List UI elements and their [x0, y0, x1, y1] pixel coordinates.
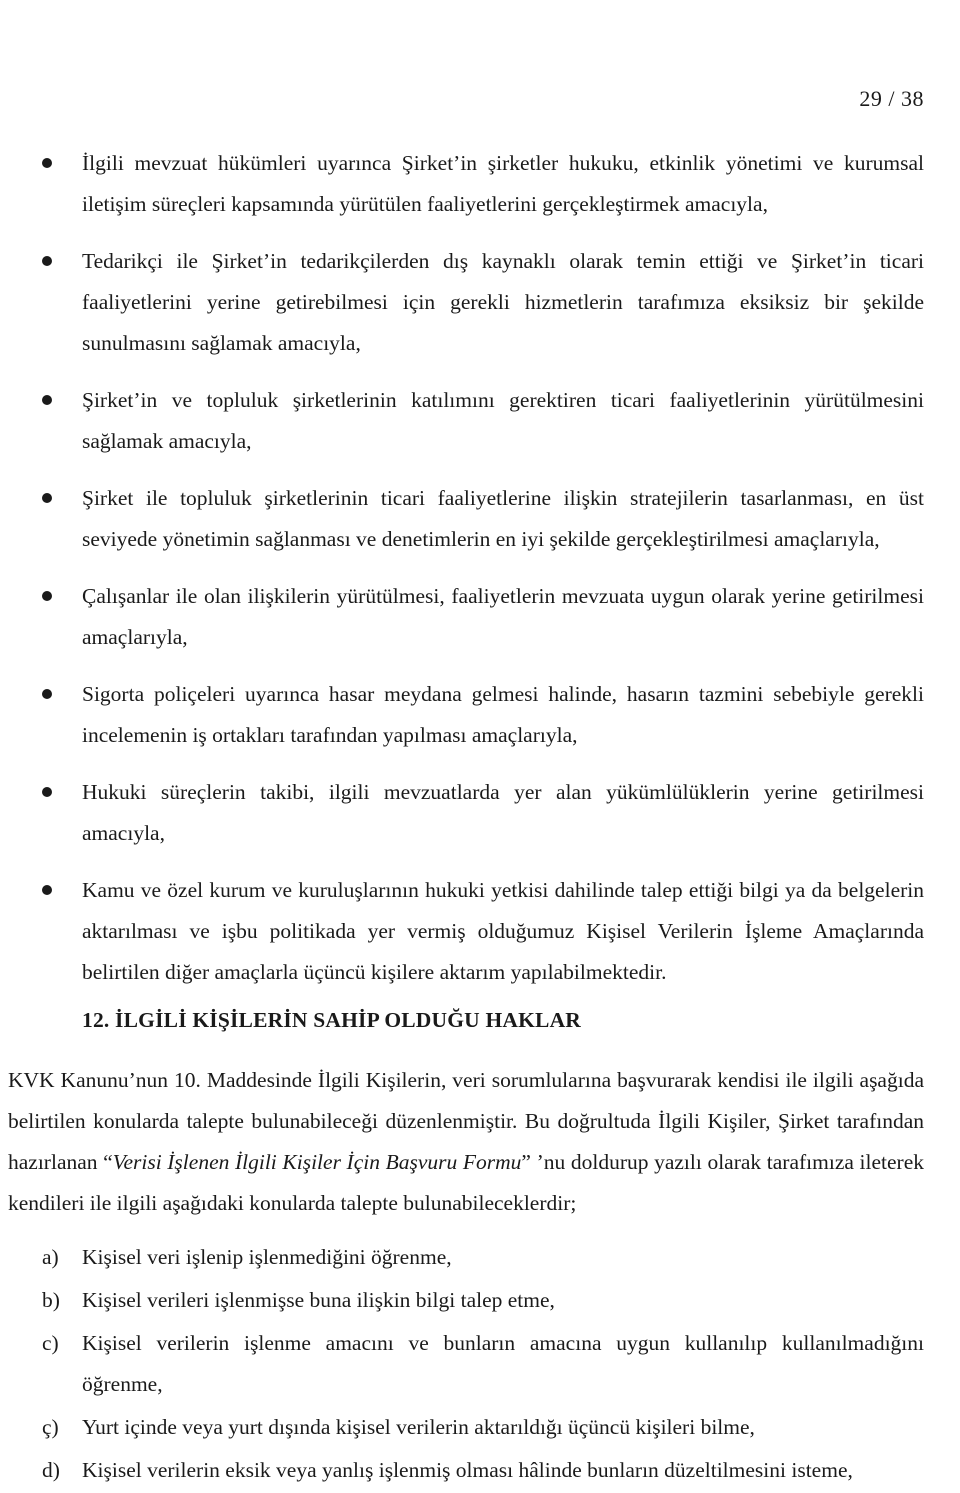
bullet-text: Hukuki süreçlerin takibi, ilgili mevzuatlarda yer alan yükümlülüklerin yerine getirilmesi amacıyla,: [82, 780, 924, 845]
list-marker: d): [42, 1458, 60, 1482]
purpose-bullet-list: [0, 143, 960, 1009]
section-heading: 12. İLGİLİ KİŞİLERİN SAHİP OLDUĞU HAKLAR: [82, 1008, 582, 1032]
bullet-icon: [42, 158, 52, 168]
bullet-text: Şirket ile topluluk şirketlerinin ticari faaliyetlerine ilişkin stratejilerin tasarlanması, en üst seviyede yönetimin sağlanması ve denetimlerin en iyi şekilde gerçekleştirilmesi amaçlarıyla,: [82, 486, 924, 551]
bullet-icon: [42, 395, 52, 405]
form-name: Verisi İşlenen İlgili Kişiler İçin Başvuru Formu: [112, 1150, 522, 1174]
right-text: Kişisel verileri işlenmişse buna ilişkin bilgi talep etme,: [82, 1288, 555, 1312]
list-marker: b): [42, 1288, 60, 1312]
bullet-text: Sigorta poliçeleri uyarınca hasar meydana gelmesi halinde, hasarın tazmini sebebiyle gerekli incelemenin iş ortakları tarafından yapılması amaçlarıyla,: [82, 682, 924, 747]
bullet-icon: [42, 787, 52, 797]
list-item: [42, 1280, 924, 1321]
bullet-text: İlgili mevzuat hükümleri uyarınca Şirket’in şirketler hukuku, etkinlik yönetimi ve kurumsal iletişim süreçleri kapsamında yürütülen faaliyetlerini gerçekleştirmek amacıyla,: [82, 151, 924, 216]
list-item: [82, 241, 924, 364]
right-text: Kişisel verilerin eksik veya yanlış işlenmiş olması hâlinde bunların düzeltilmesini isteme,: [82, 1458, 853, 1482]
bullet-text: Şirket’in ve topluluk şirketlerinin katılımını gerektiren ticari faaliyetlerinin yürütülmesini sağlamak amacıyla,: [82, 388, 924, 453]
list-item: [82, 478, 924, 560]
bullet-text: Çalışanlar ile olan ilişkilerin yürütülmesi, faaliyetlerin mevzuata uygun olarak yerine getirilmesi amaçlarıyla,: [82, 584, 924, 649]
bullet-icon: [42, 493, 52, 503]
list-item: [42, 1450, 924, 1491]
intro-paragraph: [8, 1060, 924, 1224]
list-marker: ç): [42, 1415, 59, 1439]
bullet-icon: [42, 256, 52, 266]
page-number: 29 / 38: [859, 86, 924, 111]
intro-text-start: KVK Kanunu’nun 10. Maddesinde İlgili Kişilerin, veri sorumlularına başvurarak kendisi ile ilgili aşağıda belirtilen konularda talepte bulunabileceği düzenlenmiştir. Bu doğrultuda İlgili Kişiler, Şirket tarafından hazırlanan “: [8, 1068, 924, 1174]
right-text: Yurt içinde veya yurt dışında kişisel verilerin aktarıldığı üçüncü kişileri bilme,: [82, 1415, 755, 1439]
intro-text-end: ” ’nu doldurup yazılı olarak tarafımıza ileterek kendileri ile ilgili aşağıdaki konularda talepte bulunabileceklerdir;: [8, 1150, 924, 1215]
list-item: [82, 143, 924, 225]
list-item: [82, 674, 924, 756]
right-text: Kişisel verilerin işlenme amacını ve bunların amacına uygun kullanılıp kullanılmadığını öğrenme,: [82, 1331, 924, 1396]
bullet-icon: [42, 885, 52, 895]
bullet-icon: [42, 591, 52, 601]
list-item: [42, 1323, 924, 1405]
rights-list: [0, 1237, 960, 1493]
list-item: [42, 1407, 924, 1448]
right-text: Kişisel veri işlenip işlenmediğini öğrenme,: [82, 1245, 452, 1269]
list-item: [82, 870, 924, 993]
list-marker: a): [42, 1245, 59, 1269]
bullet-icon: [42, 689, 52, 699]
list-item: [42, 1237, 924, 1278]
list-item: [82, 380, 924, 462]
list-marker: c): [42, 1331, 59, 1355]
list-item: [82, 772, 924, 854]
bullet-text: Tedarikçi ile Şirket’in tedarikçilerden dış kaynaklı olarak temin ettiği ve Şirket’in ticari faaliyetlerini yerine getirebilmesi için gerekli hizmetlerin tarafımıza eksiksiz bir şekilde sunulmasını sağlamak amacıyla,: [82, 249, 924, 355]
list-item: [82, 576, 924, 658]
bullet-text: Kamu ve özel kurum ve kuruluşlarının hukuki yetkisi dahilinde talep ettiği bilgi ya da belgelerin aktarılması ve işbu politikada yer vermiş olduğumuz Kişisel Verilerin İşleme Amaçlarında belirtilen diğer amaçlarla üçüncü kişilere aktarım yapılabilmektedir.: [82, 878, 924, 984]
